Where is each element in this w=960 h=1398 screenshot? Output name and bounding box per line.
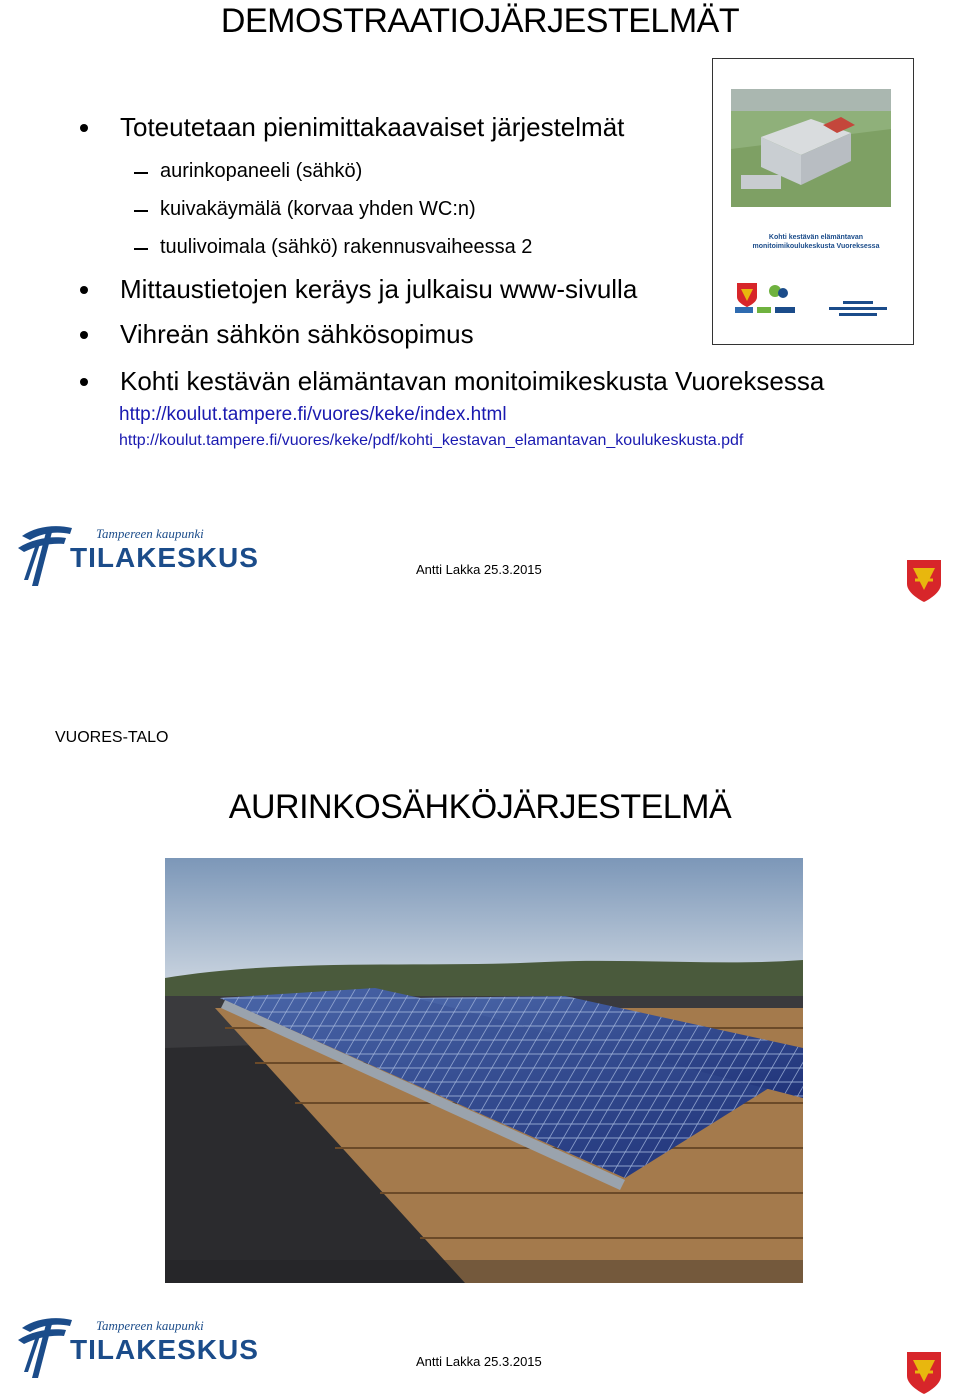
- footer: [0, 1298, 960, 1398]
- bullet-text: Vihreän sähkön sähkösopimus: [120, 319, 474, 349]
- slide-title: DEMOSTRAATIOJÄRJESTELMÄT: [220, 2, 740, 40]
- bullet-dot-icon: [80, 286, 88, 294]
- bullet-text: Toteutetaan pienimittakaavaiset järjestelmät: [120, 112, 625, 142]
- author-date: Antti Lakka 25.3.2015: [416, 1354, 542, 1369]
- tilakeskus-t-logo-icon: [16, 518, 76, 588]
- bullet-dot-icon: [80, 378, 88, 386]
- partner-logos-icon: [735, 305, 795, 315]
- bullet-text: Kohti kestävän elämäntavan monitoimikeskusta Vuoreksessa: [120, 366, 825, 396]
- report-cover-image: [712, 58, 914, 345]
- dash-icon: [134, 248, 148, 250]
- slide-2: [0, 698, 960, 1396]
- sub-bullet-text: aurinkopaneeli (sähkö): [160, 160, 363, 182]
- slide-label: VUORES-TALO: [55, 729, 169, 746]
- solar-panels-photo: [165, 858, 803, 1283]
- footer: [0, 506, 960, 606]
- dash-icon: [134, 210, 148, 212]
- author-date: Antti Lakka 25.3.2015: [416, 562, 542, 577]
- brand-name: TILAKESKUS: [70, 1334, 259, 1365]
- tilakeskus-t-logo-icon: [16, 1310, 76, 1380]
- cover-title: Kohti kestävän elämäntavan monitoimikoulukeskusta Vuoreksessa: [752, 234, 880, 250]
- sub-bullet-text: tuulivoimala (sähkö) rakennusvaiheessa 2: [160, 236, 533, 258]
- bullet-text: Mittaustietojen keräys ja julkaisu www-sivulla: [120, 274, 638, 304]
- tampere-crest-icon: [905, 1350, 943, 1396]
- link-keke-index[interactable]: http://koulut.tampere.fi/vuores/keke/index.html: [119, 404, 507, 425]
- brand-name: TILAKESKUS: [70, 542, 259, 573]
- slide-title: AURINKOSÄHKÖJÄRJESTELMÄ: [228, 788, 732, 826]
- sub-bullet-text: kuivakäymälä (korvaa yhden WC:n): [160, 198, 476, 220]
- organization-name: Tampereen kaupunki: [96, 1318, 204, 1333]
- slide-1: [0, 0, 960, 698]
- tampere-crest-icon: [905, 558, 943, 604]
- eco-logo-icon: [767, 283, 791, 303]
- link-keke-pdf[interactable]: http://koulut.tampere.fi/vuores/keke/pdf/kohti_kestavan_elamantavan_koulukeskusta.pdf: [119, 432, 744, 449]
- bullet-dot-icon: [80, 331, 88, 339]
- organization-name: Tampereen kaupunki: [96, 526, 204, 541]
- dash-icon: [134, 172, 148, 174]
- bullet-dot-icon: [80, 124, 88, 132]
- cover-author-text-lines: [823, 299, 893, 319]
